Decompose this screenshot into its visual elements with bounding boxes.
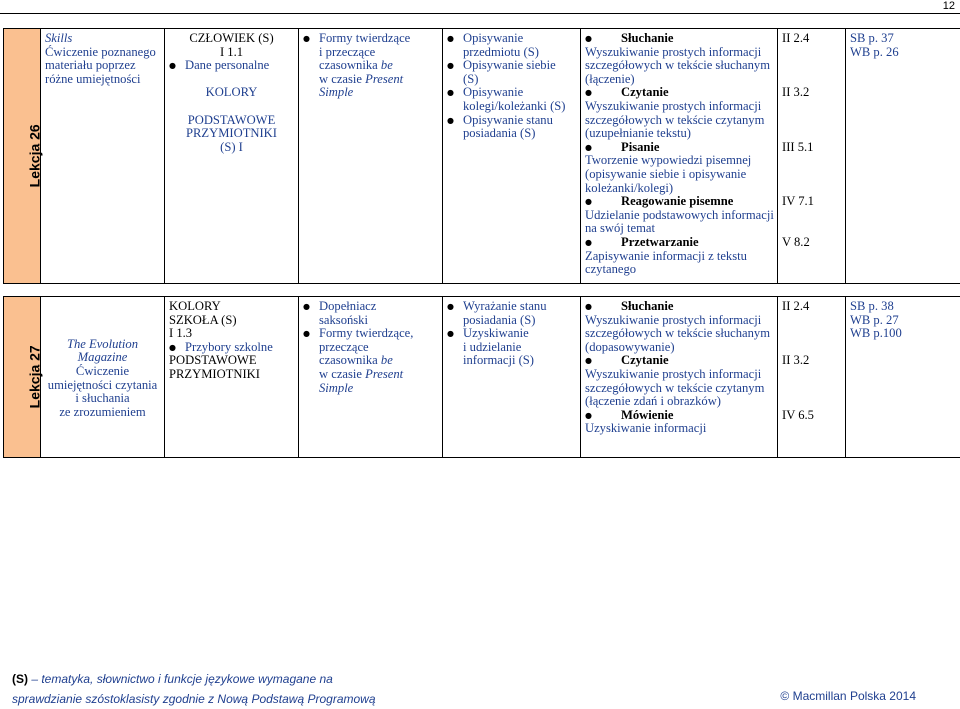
skill-line: Wyszukiwanie prostych informacji: [585, 314, 773, 328]
skill-line: koleżanki/kolegi): [585, 182, 773, 196]
function-bullet: ● Wyrażanie stanu: [447, 300, 576, 314]
grammar-line: czasownika be: [303, 354, 438, 368]
vocab-heading: PODSTAWOWE: [169, 354, 294, 368]
lesson-label-cell: [4, 29, 41, 284]
function-bullet: ● Opisywanie: [447, 86, 576, 100]
lesson-row-26: [3, 28, 960, 284]
function-line: posiadania (S): [447, 127, 576, 141]
skill-line: Wyszukiwanie prostych informacji: [585, 100, 773, 114]
material-ref: SB p. 37: [850, 32, 956, 46]
grammar-line: i przeczące: [303, 46, 438, 60]
grammar-line: Simple: [303, 382, 438, 396]
skill-line: Wyszukiwanie prostych informacji: [585, 368, 773, 382]
lesson-table-26: [3, 28, 960, 284]
function-bullet: ● Opisywanie: [447, 32, 576, 46]
skill-line: czytanego: [585, 263, 773, 277]
skill-line: (dopasowywanie): [585, 341, 773, 355]
skill-line: szczegółowych w tekście słuchanym: [585, 59, 773, 73]
grammar-bullet: ● Dopełniacz: [303, 300, 438, 314]
lesson-topic-line: Ćwiczenie poznanego: [45, 46, 160, 60]
vocab-bullet: ● Przybory szkolne: [169, 341, 294, 355]
grammar-bullet: ● Formy twierdzące: [303, 32, 438, 46]
vocab-bullet: ● Dane personalne: [169, 59, 294, 73]
vocab-code: I 1.1: [169, 46, 294, 60]
skill-line: szczegółowych w tekście słuchanym: [585, 327, 773, 341]
function-bullet: ● Opisywanie stanu: [447, 114, 576, 128]
skill-line: Udzielanie podstawowych informacji: [585, 209, 773, 223]
footer-line-2: sprawdzianie szóstoklasisty zgodnie z Nową Podstawą Programową: [12, 689, 376, 709]
function-line: kolegi/koleżanki (S): [447, 100, 576, 114]
function-line: przedmiotu (S): [447, 46, 576, 60]
vocab-code: (S) I: [169, 141, 294, 155]
curriculum-code: IV 6.5: [782, 409, 841, 423]
lesson-topic-title: Skills: [45, 32, 160, 46]
skill-heading: ● Czytanie: [585, 86, 773, 100]
vocab-heading: SZKOŁA (S): [169, 314, 294, 328]
curriculum-cell: [778, 297, 846, 458]
lesson-label-cell: [4, 297, 41, 458]
lesson-topic-cell: [41, 29, 165, 284]
skill-line: (łączenie): [585, 73, 773, 87]
grammar-line: saksoński: [303, 314, 438, 328]
grammar-line: w czasie Present: [303, 73, 438, 87]
function-line: posiadania (S): [447, 314, 576, 328]
lesson-topic-line: różne umiejętności: [45, 73, 160, 87]
vocabulary-cell: [165, 297, 299, 458]
grammar-cell: [299, 297, 443, 458]
material-ref: SB p. 38: [850, 300, 956, 314]
skill-heading: ● Słuchanie: [585, 32, 773, 46]
lesson-table-27: [3, 296, 960, 458]
lesson-topic-line: Ćwiczenie: [45, 365, 160, 379]
curriculum-code: II 3.2: [782, 354, 841, 368]
vocab-heading: CZŁOWIEK (S): [169, 32, 294, 46]
vocab-heading: PRZYMIOTNIKI: [169, 127, 294, 141]
function-line: i udzielanie: [447, 341, 576, 355]
skill-heading: ● Pisanie: [585, 141, 773, 155]
skill-heading: ● Reagowanie pisemne: [585, 195, 773, 209]
skill-line: szczegółowych w tekście czytanym: [585, 382, 773, 396]
skill-heading: ● Mówienie: [585, 409, 773, 423]
vocab-heading: PODSTAWOWE: [169, 114, 294, 128]
grammar-line: w czasie Present: [303, 368, 438, 382]
vocab-heading: KOLORY: [169, 86, 294, 100]
lesson-label: Lekcja 26: [29, 124, 43, 187]
vocabulary-cell: [165, 29, 299, 284]
lesson-row-27: [3, 296, 960, 458]
functions-cell: [443, 29, 581, 284]
material-ref: WB p. 27: [850, 314, 956, 328]
curriculum-code: II 2.4: [782, 300, 841, 314]
skill-line: (łączenie zdań i obrazków): [585, 395, 773, 409]
materials-cell: [846, 297, 960, 458]
skills-cell: [581, 297, 778, 458]
grammar-line: przeczące: [303, 341, 438, 355]
curriculum-cell: [778, 29, 846, 284]
vocab-heading: KOLORY: [169, 300, 294, 314]
page-number: 12: [943, 0, 955, 12]
lesson-topic-title: The Evolution: [45, 338, 160, 352]
function-line: (S): [447, 73, 576, 87]
skills-cell: [581, 29, 778, 284]
curriculum-code: V 8.2: [782, 236, 841, 250]
curriculum-code: II 2.4: [782, 32, 841, 46]
skill-line: na swój temat: [585, 222, 773, 236]
footer-s-marker: (S): [12, 672, 28, 686]
skill-line: Tworzenie wypowiedzi pisemnej: [585, 154, 773, 168]
copyright-notice: © Macmillan Polska 2014: [780, 689, 916, 703]
function-bullet: ● Opisywanie siebie: [447, 59, 576, 73]
lesson-label: Lekcja 27: [29, 345, 43, 408]
material-ref: WB p. 26: [850, 46, 956, 60]
grammar-bullet: ● Formy twierdzące,: [303, 327, 438, 341]
function-bullet: ● Uzyskiwanie: [447, 327, 576, 341]
header-rule: [0, 13, 960, 14]
footer-text: – tematyka, słownictwo i funkcje językowe wymagane na: [31, 672, 332, 686]
vocab-heading: PRZYMIOTNIKI: [169, 368, 294, 382]
lesson-topic-line: umiejętności czytania: [45, 379, 160, 393]
function-line: informacji (S): [447, 354, 576, 368]
skill-heading: ● Przetwarzanie: [585, 236, 773, 250]
vocab-code: I 1.3: [169, 327, 294, 341]
lesson-topic-cell: [41, 297, 165, 458]
footer-note: [12, 669, 376, 709]
skill-line: Zapisywanie informacji z tekstu: [585, 250, 773, 264]
curriculum-code: II 3.2: [782, 86, 841, 100]
skill-line: (opisywanie siebie i opisywanie: [585, 168, 773, 182]
skill-line: Wyszukiwanie prostych informacji: [585, 46, 773, 60]
materials-cell: [846, 29, 960, 284]
lesson-topic-line: i słuchania: [45, 392, 160, 406]
functions-cell: [443, 297, 581, 458]
lesson-topic-title: Magazine: [45, 351, 160, 365]
lesson-topic-line: ze zrozumieniem: [45, 406, 160, 420]
skill-heading: ● Czytanie: [585, 354, 773, 368]
skill-line: szczegółowych w tekście czytanym: [585, 114, 773, 128]
grammar-line: Simple: [303, 86, 438, 100]
footer-line-1: [12, 669, 376, 689]
grammar-line: czasownika be: [303, 59, 438, 73]
skill-line: Uzyskiwanie informacji: [585, 422, 773, 436]
material-ref: WB p.100: [850, 327, 956, 341]
lesson-topic-line: materiału poprzez: [45, 59, 160, 73]
curriculum-code: IV 7.1: [782, 195, 841, 209]
skill-heading: ● Słuchanie: [585, 300, 773, 314]
curriculum-code: III 5.1: [782, 141, 841, 155]
skill-line: (uzupełnianie tekstu): [585, 127, 773, 141]
grammar-cell: [299, 29, 443, 284]
